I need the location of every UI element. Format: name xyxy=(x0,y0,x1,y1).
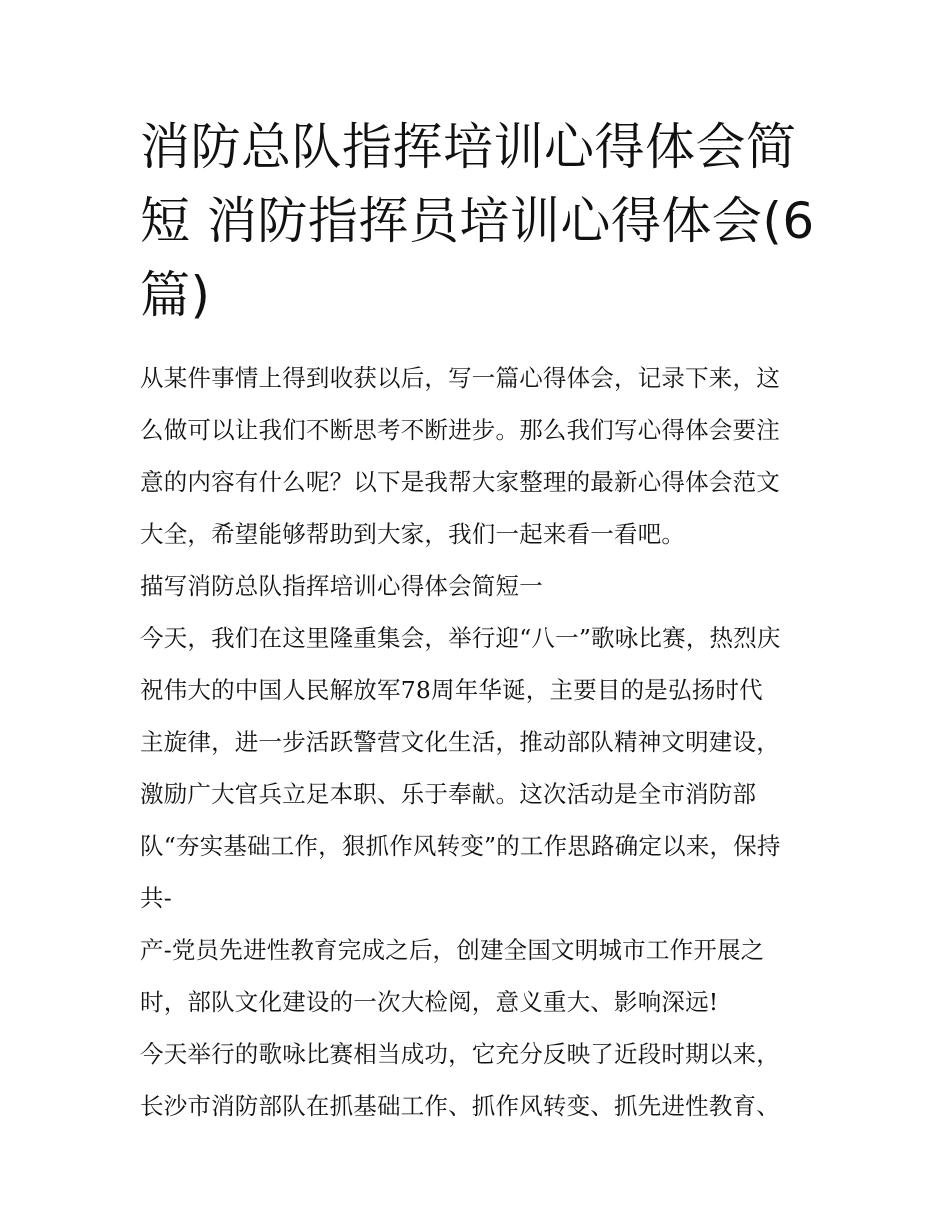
body-line: 时，部队文化建设的一次大检阅，意义重大、影响深远! xyxy=(140,988,719,1016)
body-line: 共- xyxy=(140,884,172,912)
body-line: 祝伟大的中国人民解放军78周年华诞，主要目的是弘扬时代 xyxy=(140,676,763,704)
document-body xyxy=(140,352,820,1132)
document-title: 消防总队指挥培训心得体会简短 消防指挥员培训心得体会(6篇) xyxy=(140,118,815,324)
section-heading: 描写消防总队指挥培训心得体会简短一 xyxy=(140,572,543,600)
body-line: 队“夯实基础工作，狠抓作风转变”的工作思路确定以来，保持 xyxy=(140,832,781,860)
body-line: 主旋律，进一步活跃警营文化生活，推动部队精神文明建设， xyxy=(140,728,780,756)
body-line: 大全，希望能够帮助到大家，我们一起来看一看吧。 xyxy=(140,520,686,548)
body-line: 今天，我们在这里隆重集会，举行迎“八一”歌咏比赛，热烈庆 xyxy=(140,624,781,652)
body-line: 长沙市消防部队在抓基础工作、抓作风转变、抓先进性教育、 xyxy=(140,1092,780,1120)
body-line: 意的内容有什么呢？以下是我帮大家整理的最新心得体会范文 xyxy=(140,468,780,496)
body-line: 从某件事情上得到收获以后，写一篇心得体会，记录下来，这 xyxy=(140,364,780,392)
body-line: 激励广大官兵立足本职、乐于奉献。这次活动是全市消防部 xyxy=(140,780,757,808)
body-line: 产-党员先进性教育完成之后，创建全国文明城市工作开展之 xyxy=(140,936,765,964)
body-line: 么做可以让我们不断思考不断进步。那么我们写心得体会要注 xyxy=(140,416,780,444)
body-line: 今天举行的歌咏比赛相当成功，它充分反映了近段时期以来， xyxy=(140,1040,780,1068)
